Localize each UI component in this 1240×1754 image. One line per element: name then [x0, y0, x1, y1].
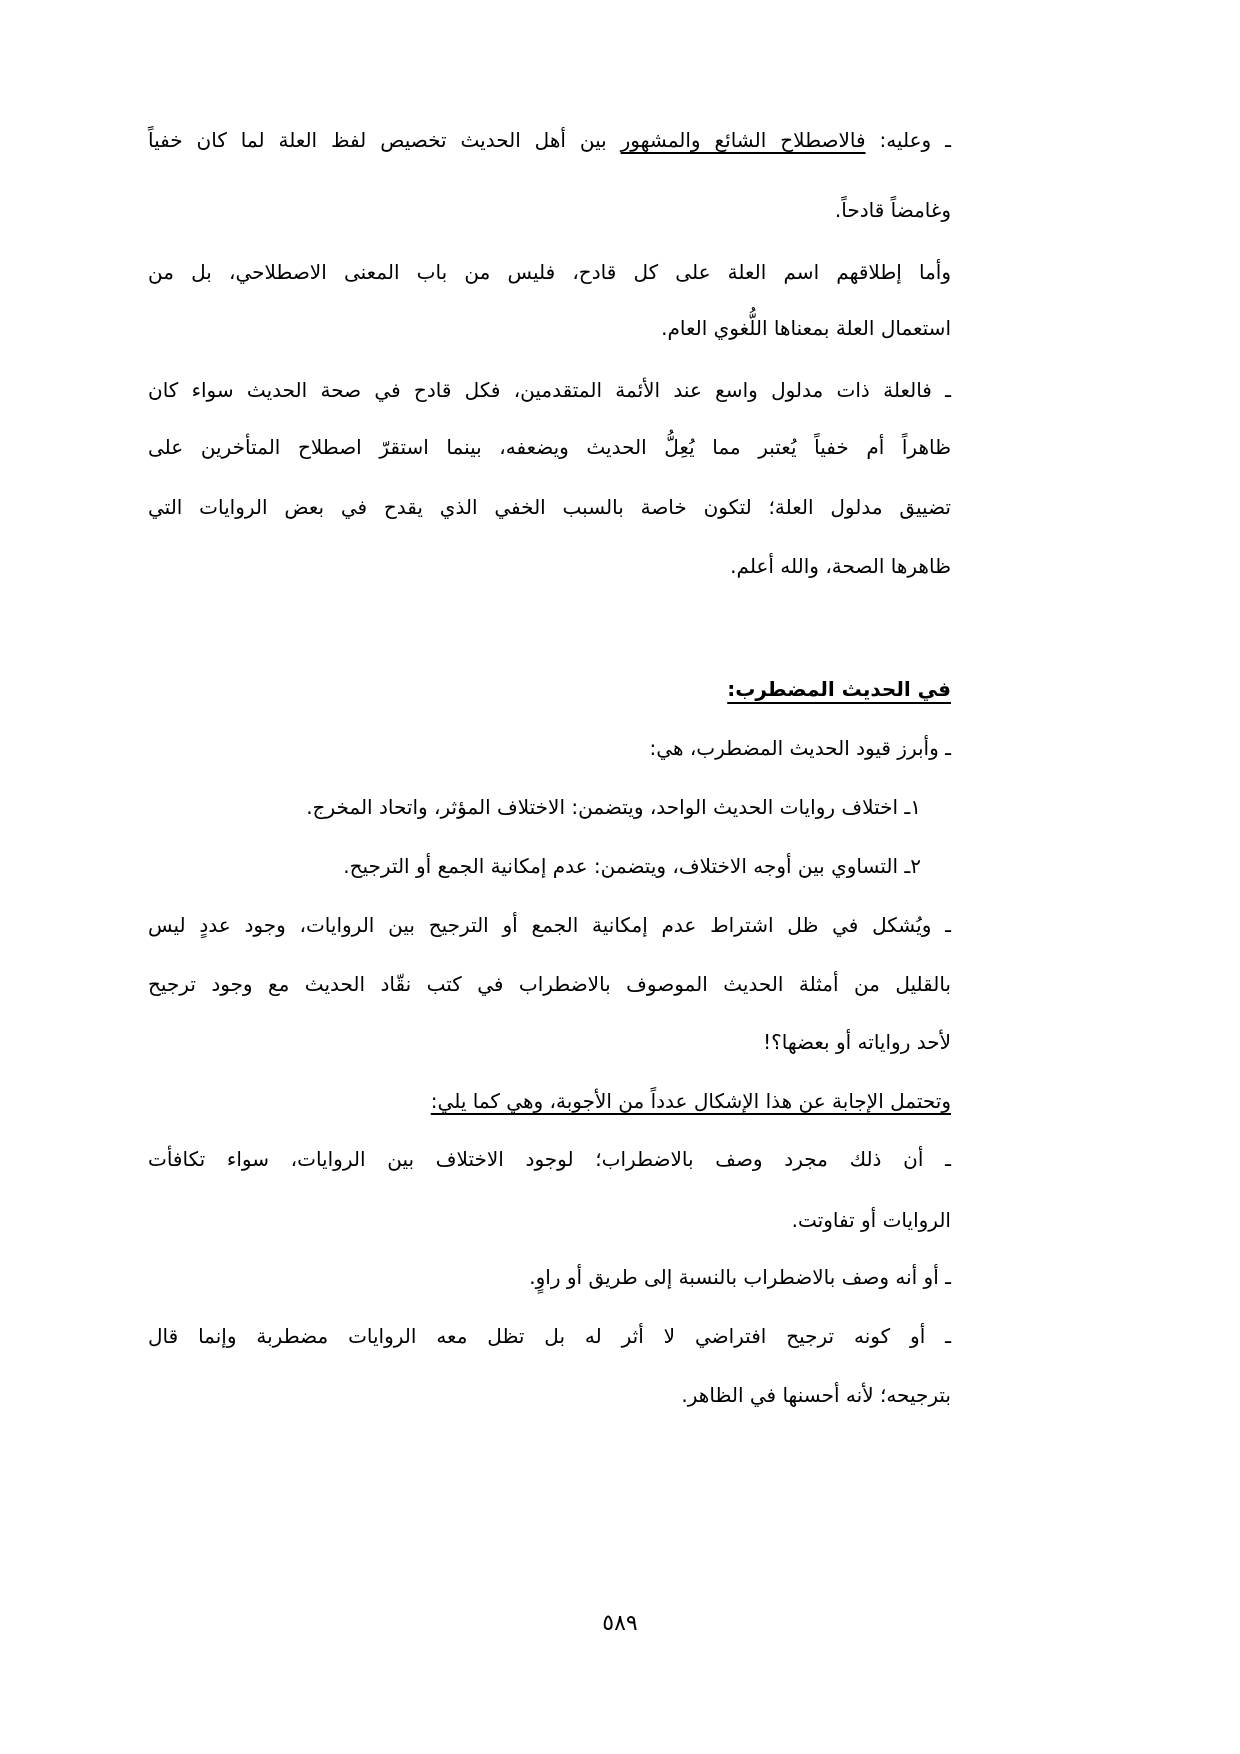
section-heading: في الحديث المضطرب:	[727, 677, 951, 701]
paragraph-line: ـ فالعلة ذات مدلول واسع عند الأئمة المتقدمين، فكل قادح في صحة الحديث سواء كان	[148, 378, 951, 402]
text-run: بين أهل الحديث تخصيص لفظ العلة لما كان خفياً	[148, 128, 621, 152]
paragraph-line: استعمال العلة بمعناها اللُّغوي العام.	[661, 316, 951, 340]
paragraph-line	[148, 126, 951, 154]
paragraph-line: تضييق مدلول العلة؛ لتكون خاصة بالسبب الخفي الذي يقدح في بعض الروايات التي	[148, 495, 951, 519]
underlined-term: فالاصطلاح الشائع والمشهور	[620, 128, 866, 152]
paragraph-line: ـ ويُشكل في ظل اشتراط عدم إمكانية الجمع أو الترجيح بين الروايات، وجود عددٍ ليس	[148, 913, 951, 937]
paragraph-line: وأما إطلاقهم اسم العلة على كل قادح، فليس من باب المعنى الاصطلاحي، بل من	[148, 260, 951, 284]
paragraph-line: الروايات أو تفاوتت.	[791, 1208, 951, 1232]
paragraph-line: بالقليل من أمثلة الحديث الموصوف بالاضطراب في كتب نقّاد الحديث مع وجود ترجيح	[148, 972, 951, 996]
list-item: ١ـ اختلاف روايات الحديث الواحد، ويتضمن: الاختلاف المؤثر، واتحاد المخرج.	[306, 795, 921, 819]
paragraph-line: ـ أو أنه وصف بالاضطراب بالنسبة إلى طريق أو راوٍ.	[529, 1265, 951, 1289]
paragraph-line: ـ أو كونه ترجيح افتراضي لا أثر له بل تظل معه الروايات مضطربة وإنما قال	[148, 1324, 951, 1348]
paragraph-line: ـ وأبرز قيود الحديث المضطرب، هي:	[649, 736, 951, 760]
page-number: ٥٨٩	[602, 1611, 638, 1636]
underlined-sentence: وتحتمل الإجابة عن هذا الإشكال عدداً من الأجوبة، وهي كما يلي:	[430, 1089, 951, 1113]
paragraph-line: ظاهراً أم خفياً يُعتبر مما يُعِلُّ الحديث ويضعفه، بينما استقرّ اصطلاح المتأخرين على	[148, 435, 951, 459]
paragraph-line	[148, 1087, 951, 1115]
paragraph-line: بترجيحه؛ لأنه أحسنها في الظاهر.	[681, 1383, 951, 1407]
paragraph-line: لأحد رواياته أو بعضها؟!	[763, 1030, 951, 1054]
list-item: ٢ـ التساوي بين أوجه الاختلاف، ويتضمن: عدم إمكانية الجمع أو الترجيح.	[343, 854, 921, 878]
text-run: ـ وعليه:	[865, 128, 951, 152]
paragraph-line: ـ أن ذلك مجرد وصف بالاضطراب؛ لوجود الاختلاف بين الروايات، سواء تكافأت	[148, 1147, 951, 1171]
paragraph-line: ظاهرها الصحة، والله أعلم.	[730, 554, 951, 578]
paragraph-line: وغامضاً قادحاً.	[834, 198, 951, 222]
